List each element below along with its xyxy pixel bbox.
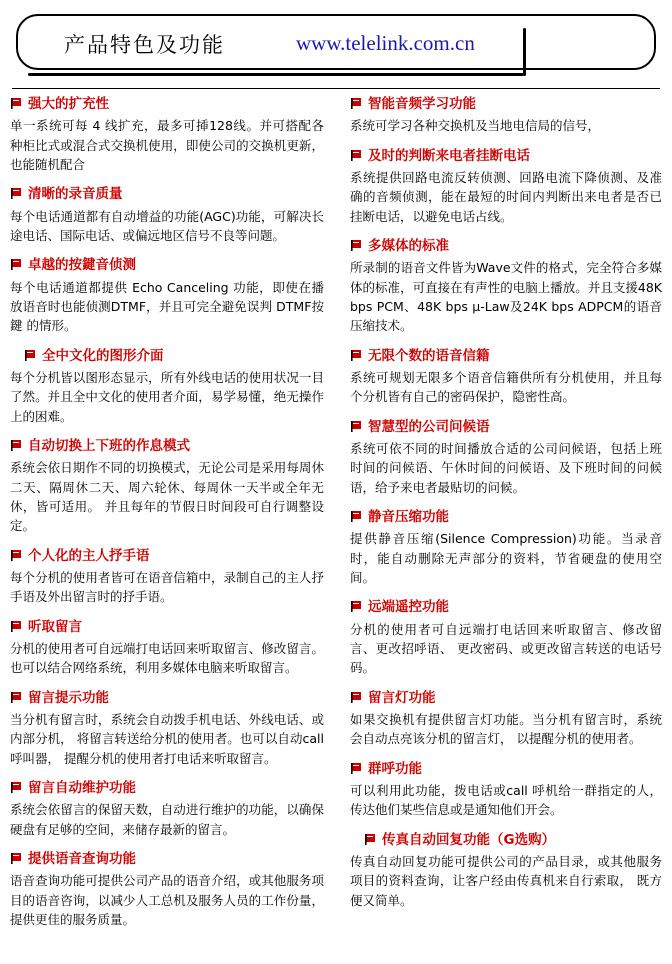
red-flag-icon <box>350 510 363 523</box>
feature-body: 每个电话通道都提供 Echo Canceling 功能，即使在播放语音时也能侦测DTMF，并且可完全避免误判 DTMF按鍵 的情形。 <box>10 279 324 334</box>
feature-body: 可以利用此功能，拨电话或call 呼机给一群指定的人，传达他们某些信息或是通知他们开会。 <box>350 782 662 818</box>
feature-title-row <box>10 850 324 868</box>
feature-title: 听取留言 <box>28 618 82 635</box>
feature-item <box>10 185 324 245</box>
feature-title-row <box>350 347 662 365</box>
feature-item <box>10 779 324 839</box>
feature-item <box>350 598 662 677</box>
feature-body: 语音查询功能可提供公司产品的语音介绍，或其他服务项目的语音咨询，以减少人工总机及服务人员的工作份量，提供更佳的服务质量。 <box>10 873 324 927</box>
feature-body: 如果交换机有提供留言灯功能。当分机有留言时，系统会自动点亮该分机的留言灯， 以提醒分机的使用者。 <box>350 711 662 747</box>
left-column <box>10 95 336 940</box>
feature-item <box>10 347 324 426</box>
page-title: 产品特色及功能 <box>64 33 225 57</box>
feature-title: 提供语音查询功能 <box>28 850 136 867</box>
feature-title-row <box>10 689 324 707</box>
feature-title-row <box>350 237 662 255</box>
feature-title: 群呼功能 <box>368 760 422 777</box>
red-flag-icon <box>10 781 23 794</box>
feature-item <box>350 760 662 820</box>
feature-title: 留言灯功能 <box>368 689 436 706</box>
feature-item <box>350 237 662 336</box>
red-flag-icon <box>10 187 23 200</box>
feature-title: 静音压缩功能 <box>368 508 449 525</box>
feature-title-row <box>350 689 662 707</box>
red-flag-icon <box>350 600 363 613</box>
feature-title: 留言自动维护功能 <box>28 780 136 796</box>
feature-body: 系统提供回路电流反转侦测、回路电流下降侦测、及准确的音频侦测，能在最短的时间内判断出来电者是否已挂断电话，以避免电话占线。 <box>350 169 662 224</box>
red-flag-icon <box>24 349 37 362</box>
red-flag-icon <box>364 833 377 846</box>
header-banner <box>16 14 656 70</box>
feature-title-row <box>350 760 662 778</box>
feature-title-row <box>350 95 662 113</box>
feature-title: 多媒体的标准 <box>368 237 449 254</box>
feature-body: 每个分机的使用者皆可在语音信箱中，录制自己的主人抒手语及外出留言时的抒手语。 <box>10 569 324 605</box>
feature-item <box>10 689 324 768</box>
feature-title: 自动切换上下班的作息模式 <box>28 438 190 454</box>
feature-body: 提供静音压缩(Silence Compression)功能。当录音时，能自动删除无声部分的资料，节省硬盘的使用空间。 <box>350 531 662 585</box>
feature-item <box>350 689 662 749</box>
feature-body: 系统可规划无限多个语音信籍供所有分机使用，并且每个分机皆有自己的密码保护，隐密性高。 <box>350 369 662 405</box>
feature-title-row <box>10 547 324 565</box>
feature-title: 强大的扩充性 <box>28 96 109 112</box>
feature-item <box>350 831 662 910</box>
feature-title-row <box>350 418 662 436</box>
feature-title-row <box>10 618 324 636</box>
feature-body: 每个电话通道都有自动增益的功能(AGC)功能，可解决长途电话、国际电话、或偏远地区信号不良等问题。 <box>10 208 324 243</box>
feature-item <box>10 618 324 678</box>
header-divider <box>12 88 660 89</box>
red-flag-icon <box>350 149 363 162</box>
feature-title: 智能音频学习功能 <box>368 96 476 112</box>
feature-title-row <box>350 598 662 616</box>
feature-body: 系统会依留言的保留天数，自动进行维护的功能，以确保硬盘有足够的空间，来储存最新的留言。 <box>10 802 324 837</box>
feature-title: 传真自动回复功能（G选购） <box>382 831 556 848</box>
feature-title-row <box>10 347 324 365</box>
feature-title-row <box>350 508 662 526</box>
feature-columns <box>10 95 662 940</box>
red-flag-icon <box>10 97 23 110</box>
feature-body: 分机的使用者可自远端打电话回来听取留言、修改留言。也可以结合网络系统，利用多媒体电脑来听取留言。 <box>10 640 324 676</box>
feature-body: 分机的使用者可自远端打电话回来听取留言、修改留言、更改招呼语、 更改密码、或更改留言转送的电话号码。 <box>350 621 662 676</box>
feature-body: 系统可依不同的时间播放合适的公司问候语，包括上班时间的问候语、午休时间的问候语、及下班时间的问候语，给予来电者最贴切的问候。 <box>350 440 662 495</box>
feature-title: 卓越的按鍵音侦测 <box>28 257 136 274</box>
feature-item <box>350 508 662 587</box>
feature-title-row <box>10 256 324 274</box>
red-flag-icon <box>10 258 23 271</box>
feature-title: 个人化的主人抒手语 <box>28 547 150 564</box>
feature-item <box>350 95 662 136</box>
feature-title: 远端遥控功能 <box>368 599 449 616</box>
red-flag-icon <box>350 239 363 252</box>
feature-title: 全中文化的图形介面 <box>42 347 164 364</box>
feature-title-row <box>350 147 662 165</box>
red-flag-icon <box>350 420 363 433</box>
red-flag-icon <box>10 549 23 562</box>
header-shadow-bottom <box>28 73 524 76</box>
feature-title-row <box>10 95 324 113</box>
feature-item <box>10 850 324 929</box>
feature-body: 当分机有留言时，系统会自动拨手机电话、外线电话、或内部分机， 将留言转送给分机的使用者。也可以自动call呼叫器， 提醒分机的使用者打电话来听取留言。 <box>10 711 324 766</box>
feature-title: 留言提示功能 <box>28 689 109 706</box>
feature-item <box>350 347 662 407</box>
feature-item <box>10 547 324 607</box>
feature-item <box>350 147 662 226</box>
feature-body: 单一系统可每 4 线扩充，最多可揷128线。并可搭配各种柜比式或混合式交换机使用，即使公司的交换机更新，也能随机配合 <box>10 118 324 172</box>
red-flag-icon <box>350 97 363 110</box>
feature-title: 清晰的录音质量 <box>28 186 123 203</box>
feature-title: 无限个数的语音信籍 <box>368 347 490 364</box>
red-flag-icon <box>350 349 363 362</box>
feature-title-row <box>350 831 662 849</box>
feature-title-row <box>10 185 324 203</box>
red-flag-icon <box>10 852 23 865</box>
red-flag-icon <box>10 620 23 633</box>
feature-body: 传真自动回复功能可提供公司的产品目录，或其他服务项目的资料查询，让客户经由传真机来自行索取， 既方便又简单。 <box>350 853 662 908</box>
red-flag-icon <box>350 762 363 775</box>
right-column <box>336 95 662 940</box>
feature-title-row <box>10 437 324 455</box>
red-flag-icon <box>10 439 23 452</box>
feature-item <box>350 418 662 497</box>
website-url[interactable]: www.telelink.com.cn <box>296 31 475 55</box>
feature-title: 及时的判断来电者挂断电话 <box>368 147 530 164</box>
feature-body: 所录制的语音文件皆为Wave文件的格式，完全符合多媒体的标准，可直接在有声性的电脑上播放。并且支援48K bps PCM、48K bps μ-Law及24K bps ADPCM的语音压缩技术。 <box>350 260 662 334</box>
feature-title: 智慧型的公司问候语 <box>368 418 490 435</box>
feature-body: 系统会依日期作不同的切换模式，无论公司是采用每周休二天、隔周休二天、周六轮休、每周休一天半或全年无休，皆可适用。 并且每年的节假日时间段可自行调整设定。 <box>10 460 324 534</box>
feature-body: 系统可学习各种交换机及当地电信局的信号， <box>350 118 601 134</box>
feature-item <box>10 256 324 335</box>
feature-body: 每个分机皆以图形态显示，所有外线电话的使用状况一目了然。并且全中文化的使用者介面，易学易懂，绝无操作上的困难。 <box>10 369 324 424</box>
feature-title-row <box>10 779 324 797</box>
feature-item <box>10 95 324 174</box>
header-shadow-right <box>523 28 526 76</box>
red-flag-icon <box>350 691 363 704</box>
red-flag-icon <box>10 691 23 704</box>
feature-item <box>10 437 324 536</box>
